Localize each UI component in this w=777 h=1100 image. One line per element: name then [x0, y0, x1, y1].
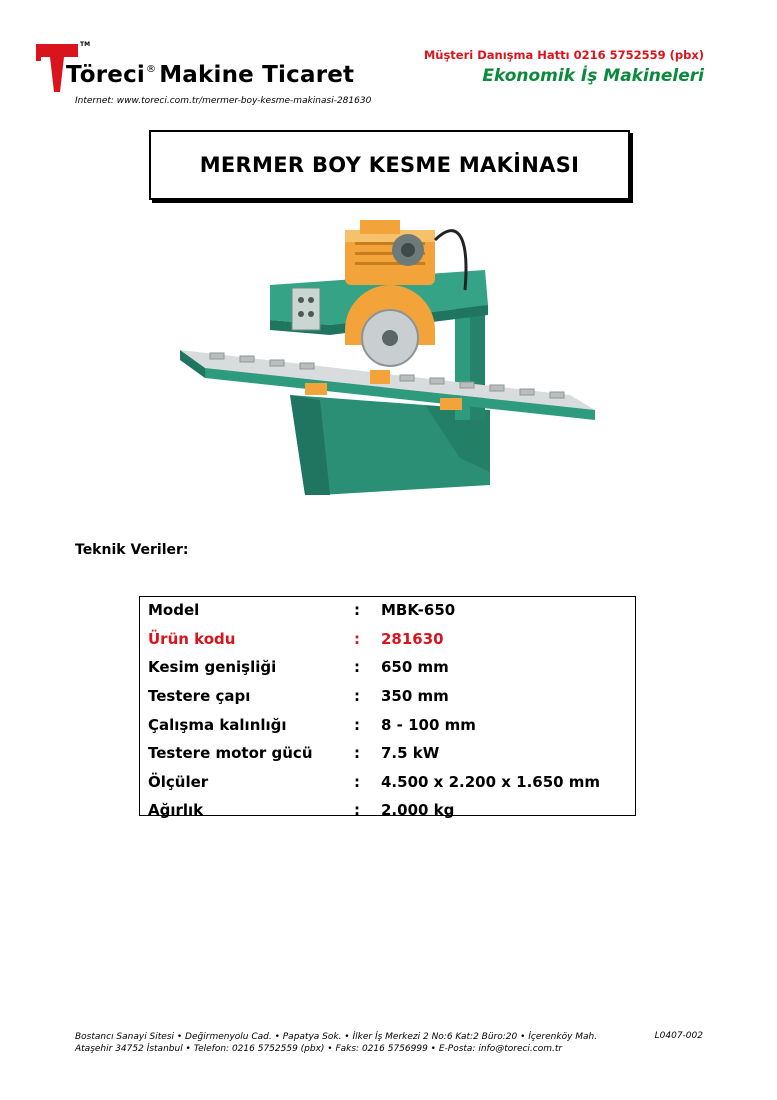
spec-row: [148, 596, 600, 625]
registered-mark: ®: [146, 64, 157, 75]
page-title: MERMER BOY KESME MAKİNASI: [149, 130, 630, 200]
spec-value: 650 mm: [381, 658, 449, 677]
footer-line-2: Ataşehir 34752 İstanbul • Telefon: 0216 5752559 (pbx) • Faks: 0216 5756999 • E-Posta: info@toreci.com.tr: [75, 1044, 563, 1054]
footer-address: [75, 1031, 597, 1055]
spec-separator: :: [354, 715, 360, 734]
spec-label: Testere motor gücü: [148, 744, 313, 763]
spec-separator: :: [354, 601, 360, 620]
spec-label: Ürün kodu: [148, 629, 236, 648]
brand-name-rest: Makine Ticaret: [159, 62, 355, 88]
company-slogan: Ekonomik İş Makineleri: [482, 66, 704, 86]
spec-value: MBK-650: [381, 601, 456, 620]
spec-separator: :: [354, 687, 360, 706]
footer-line-1: Bostancı Sanayi Sitesi • Değirmenyolu Cad. • Papatya Sok. • İlker İş Merkezi 2 No:6 Kat:2 Büro:20 • İçerenköy Mah.: [75, 1032, 598, 1042]
spec-separator: :: [354, 744, 360, 763]
spec-row: [148, 768, 600, 797]
spec-separator: :: [354, 801, 360, 820]
spec-value: 4.500 x 2.200 x 1.650 mm: [381, 772, 601, 791]
spec-label: Ağırlık: [148, 801, 204, 820]
document-code: L0407-002: [654, 1031, 703, 1041]
spec-row: [148, 625, 600, 654]
trademark-mark: TM: [80, 41, 91, 48]
spec-separator: :: [354, 772, 360, 791]
specifications-table: [139, 596, 636, 820]
spec-row: [148, 710, 600, 739]
spec-value: 7.5 kW: [381, 744, 440, 763]
spec-label: Model: [148, 601, 200, 620]
spec-value: 2.000 kg: [381, 801, 455, 820]
spec-row: [148, 653, 600, 682]
spec-label: Çalışma kalınlığı: [148, 715, 287, 734]
technical-data-heading: Teknik Veriler:: [75, 542, 189, 558]
spec-row: [148, 796, 600, 825]
spec-value: 281630: [381, 629, 444, 648]
spec-value: 350 mm: [381, 687, 449, 706]
spec-label: Ölçüler: [148, 772, 209, 791]
customer-hotline: Müşteri Danışma Hattı 0216 5752559 (pbx): [423, 48, 704, 62]
brand-name: [66, 62, 354, 88]
spec-value: 8 - 100 mm: [381, 715, 476, 734]
spec-label: Testere çapı: [148, 687, 251, 706]
marble-cutting-machine-image: [170, 210, 610, 510]
spec-row: [148, 739, 600, 768]
spec-label: Kesim genişliği: [148, 658, 277, 677]
brand-name-primary: Töreci: [66, 62, 145, 88]
spec-separator: :: [354, 629, 360, 648]
spec-separator: :: [354, 658, 360, 677]
website-url: Internet: www.toreci.com.tr/mermer-boy-kesme-makinasi-281630: [75, 96, 372, 106]
spec-row: [148, 682, 600, 711]
